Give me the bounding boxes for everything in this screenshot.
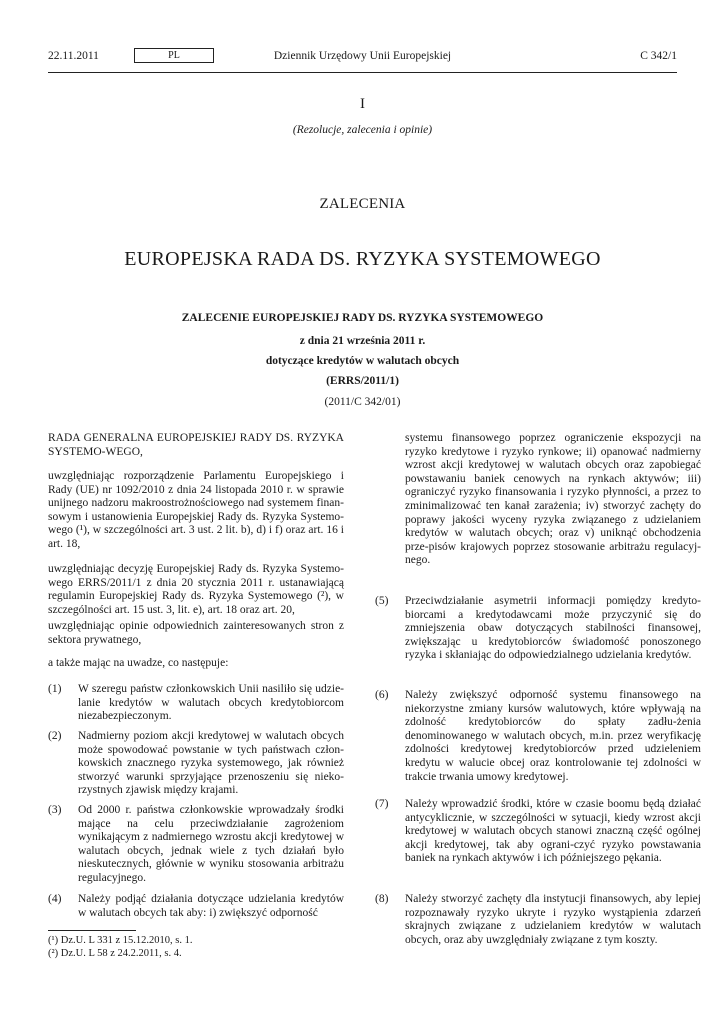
recital-text: Nadmierny poziom akcji kredytowej w walutach obcych może spowodować powstanie w tych państwach człon-kowskich znacznego ryzyka systemowego, jak również stworzyć warunki sprzyjające przenoszeniu się nieko-rzystnych zjawisk między krajami.	[78, 730, 344, 797]
recital-text: W szeregu państw członkowskich Unii nasiliło się udzie-lanie kredytów w walutach obcych kredytobiorcom niezabezpieczonym.	[78, 683, 344, 723]
header-divider	[48, 72, 677, 73]
recital-number: (5)	[375, 595, 389, 607]
preamble-whereas: a także mając na uwadze, co następuje:	[48, 657, 229, 669]
act-reference: (2011/C 342/01)	[324, 396, 401, 408]
recital-text: Przeciwdziałanie asymetrii informacji pomiędzy kredyto-biorcami a kredytodawcami może przyczynić się do zmniejszenia obaw dotyczących stabilności finansowej, zwiększając u kredytobiorców świadomość ponoszonego ryzyka i skłaniając do odpowiedzialnego udzielania kredytów.	[405, 595, 701, 662]
footnote-2: (²) Dz.U. L 58 z 24.2.2011, s. 4.	[48, 948, 182, 959]
recital-text: Należy zwiększyć odporność systemu finansowego na niekorzystne zmiany kursów walutowych, które wpływają na zdolność kredytobiorców do spłaty zadłu-żenia denominowanego w walutach obcych, m.in. przez weryfikację zdolności kredytowej kredytobiorców przed udzieleniem kredytu w walucie obcej oraz kontrolowanie tej zdolności w trakcie trwania umowy kredytowej.	[405, 689, 701, 783]
footnote-1: (¹) Dz.U. L 331 z 15.12.2010, s. 1.	[48, 935, 193, 946]
part-subtitle: (Rezolucje, zalecenia i opinie)	[292, 124, 433, 136]
recital-number: (4)	[48, 893, 62, 905]
recital-number: (6)	[375, 689, 389, 701]
recital-text: Od 2000 r. państwa członkowskie wprowadzały środki mające na celu przeciwdziałanie zagrożeniom wynikającym z nadmiernego wzrostu akcji kredytowej w walutach obcych, jednak wiele z tych działań było nieskutecznych, głównie w wyniku stosowania arbitrażu regulacyjnego.	[78, 804, 344, 884]
preamble-opinions: uwzględniając opinie odpowiednich zainteresowanych stron z sektora prywatnego,	[48, 620, 344, 646]
journal-title: Dziennik Urzędowy Unii Europejskiej	[273, 50, 452, 62]
act-subject: dotyczące kredytów w walutach obcych	[265, 355, 460, 367]
recital-number: (8)	[375, 893, 389, 905]
act-code: (ERRS/2011/1)	[326, 375, 399, 387]
recital-number: (3)	[48, 804, 62, 816]
preamble-regulation: uwzględniając rozporządzenie Parlamentu Europejskiego i Rady (UE) nr 1092/2010 z dnia 24 listopada 2010 r. w sprawie unijnego nadzoru makroostrożnościowego nad systemem finan-sowym i ustanowienia Europejskiej Rady ds. Ryzyka Systemo-wego (¹), w szczególności art. 3 ust. 2 lit. b), d) i f) oraz art. 16 i art. 18,	[48, 470, 344, 550]
recital-text: Należy wprowadzić środki, które w czasie boomu będą działać antycyklicznie, w szczególności w sytuacji, kiedy wzrost akcji kredytowej w walutach obcych stanowi znaczną część ogólnej akcji kredytowej, tak aby ograni-czyć ryzyko powstawania baniek na rynkach aktywów i ich późniejszego pękania.	[405, 798, 701, 865]
issuing-body: EUROPEJSKA RADA DS. RYZYKA SYSTEMOWEGO	[124, 248, 601, 270]
preamble-council: RADA GENERALNA EUROPEJSKIEJ RADY DS. RYZYKA SYSTEMO-WEGO,	[48, 432, 344, 458]
recital-number: (2)	[48, 730, 62, 742]
preamble-decision: uwzględniając decyzję Europejskiej Rady ds. Ryzyka Systemo-wego ERRS/2011/1 z dnia 20 stycznia 2011 r. ustanawiającą regulamin Europejskiej Rady ds. Ryzyka Systemowego (²), w szczególności art. 15 ust. 3, lit. e), art. 18 oraz art. 20,	[48, 563, 344, 616]
recital-number: (7)	[375, 798, 389, 810]
footnote-divider	[48, 930, 136, 931]
language-badge: PL	[134, 48, 214, 63]
act-date: z dnia 21 września 2011 r.	[299, 335, 426, 347]
page-reference: C 342/1	[640, 50, 677, 62]
recital-text: Należy stworzyć zachęty dla instytucji finansowych, aby lepiej rozpoznawały ryzyko ukryte i ryzyko wystąpienia zdarzeń skrajnych związane z udzielaniem kredytów w walutach obcych, oraz aby uwzględniały związane z tym koszty.	[405, 893, 701, 946]
part-number: I	[360, 96, 365, 112]
act-title: ZALECENIE EUROPEJSKIEJ RADY DS. RYZYKA SYSTEMOWEGO	[181, 312, 544, 324]
recital-text: Należy podjąć działania dotyczące udzielania kredytów w walutach obcych tak aby: i) zwiększyć odporność	[78, 893, 344, 919]
page-header	[48, 48, 677, 70]
recital-text: systemu finansowego poprzez ograniczenie ekspozycji na ryzyko kredytowe i ryzyko rynkowe; ii) opanować nadmierny wzrost akcji kredytowej w walutach obcych oraz zapobiegać powstawaniu baniek cenowych na rynkach aktywów; iii) ograniczyć ryzyko finansowania i ryzyko płynności, a przez to zminimalizować ten kanał zarażenia; iv) stworzyć zachęty do poprawy jakości wyceny ryzyka związanego z udzielaniem kredytów w walutach obcych; oraz v) uniknąć obchodzenia prze-pisów krajowych poprzez stosowanie arbitrażu regulacyj-nego.	[405, 432, 701, 567]
issue-date: 22.11.2011	[48, 50, 99, 62]
recital-number: (1)	[48, 683, 62, 695]
section-heading: ZALECENIA	[319, 196, 406, 212]
